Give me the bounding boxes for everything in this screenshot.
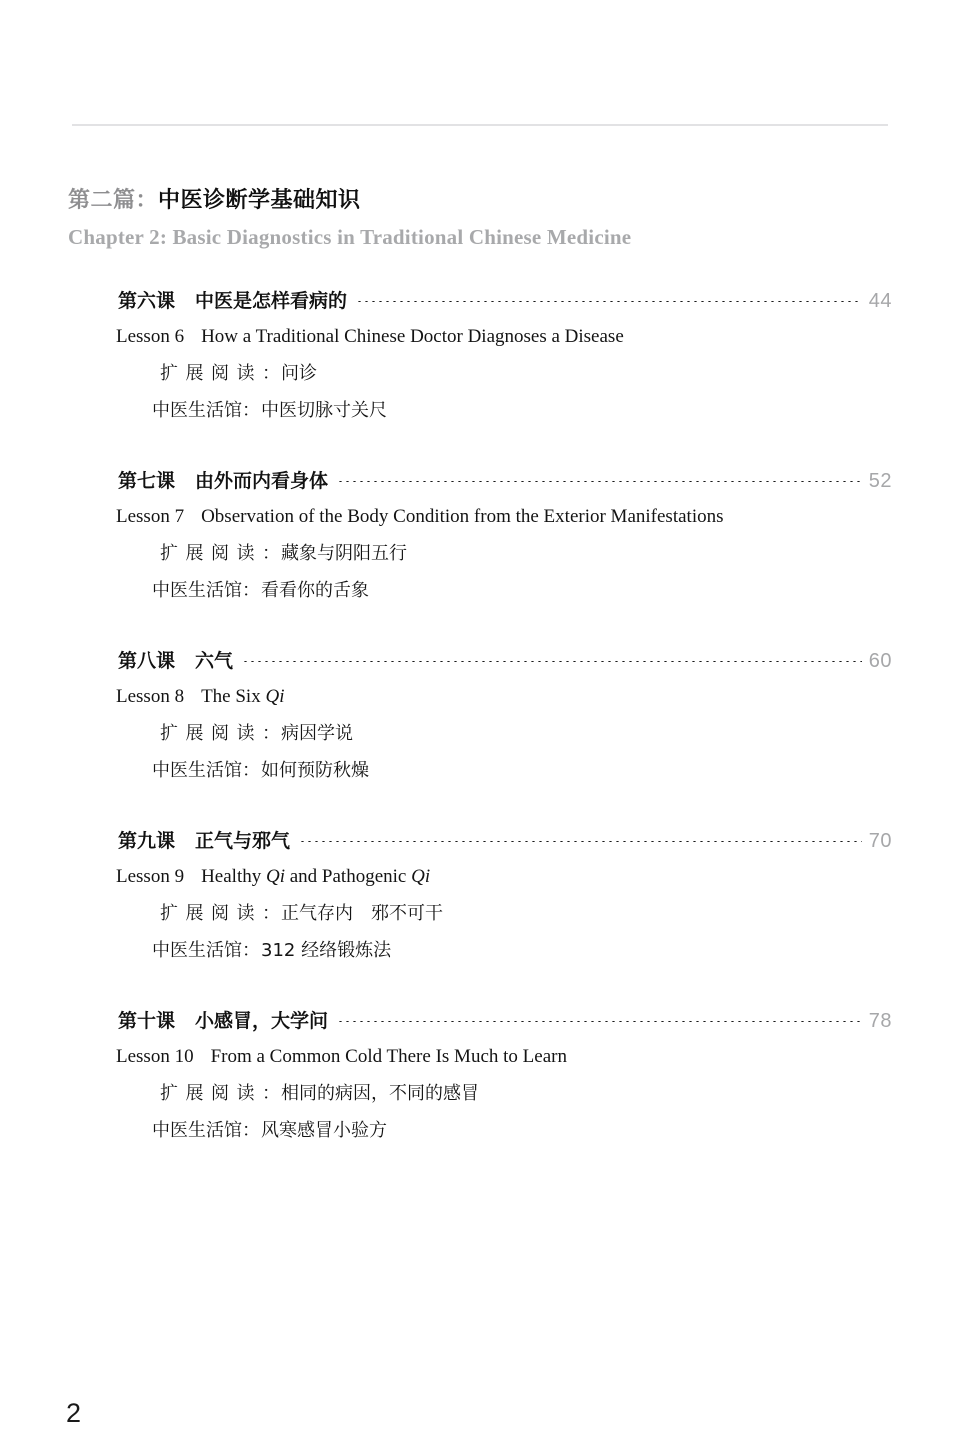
extended-reading-label: 扩展阅读 <box>160 1083 262 1104</box>
extended-reading-label: 扩展阅读 <box>160 543 262 564</box>
extended-reading-row <box>0 539 960 565</box>
tcm-life-row <box>0 756 960 782</box>
tcm-life-label: 中医生活馆 <box>152 580 242 601</box>
lesson-name-english-italic-2: Qi <box>411 866 431 887</box>
lesson-title-row[interactable] <box>0 286 960 318</box>
extended-reading-row <box>0 719 960 745</box>
tcm-life-label: 中医生活馆 <box>152 940 242 961</box>
extended-reading-colon: ： <box>262 363 280 384</box>
tcm-life-row <box>0 936 960 962</box>
lesson-title-english <box>0 1046 960 1068</box>
lesson-number-chinese: 第七课 <box>118 470 176 492</box>
tcm-life-value: 风寒感冒小验方 <box>261 1120 387 1141</box>
lesson-title-row[interactable] <box>0 646 960 678</box>
toc-entry-lesson-9[interactable] <box>0 826 960 962</box>
tcm-life-label: 中医生活馆 <box>152 1120 242 1141</box>
lesson-number-chinese: 第八课 <box>118 650 176 672</box>
lesson-page-number: 60 <box>868 650 892 672</box>
tcm-life-row <box>0 576 960 602</box>
toc-entry-lesson-6[interactable] <box>0 286 960 422</box>
chapter-part-label: 第二篇： <box>68 188 159 213</box>
lesson-title-chinese: 中医是怎样看病的 <box>195 290 348 312</box>
lesson-page-number: 52 <box>868 470 892 492</box>
toc-entry-lesson-7[interactable] <box>0 466 960 602</box>
toc-entry-lesson-10[interactable] <box>0 1006 960 1142</box>
extended-reading-colon: ： <box>262 1083 280 1104</box>
lesson-page-number: 44 <box>868 290 892 312</box>
lesson-name-english: Observation of the Body Condition from the Exterior Manifestations <box>201 506 724 527</box>
header-rule <box>72 124 888 126</box>
lesson-page-number: 78 <box>868 1010 892 1032</box>
tcm-life-label: 中医生活馆 <box>152 400 242 421</box>
chapter-title-english: Chapter 2: Basic Diagnostics in Traditional Chinese Medicine <box>68 225 632 249</box>
lesson-title-english <box>0 686 960 708</box>
dot-leader <box>242 661 862 662</box>
extended-reading-value: 正气存内 邪不可干 <box>281 903 443 924</box>
extended-reading-label: 扩展阅读 <box>160 903 262 924</box>
lesson-number-chinese: 第十课 <box>118 1010 176 1032</box>
extended-reading-value: 问诊 <box>281 363 317 384</box>
lesson-label-english: Lesson 7 <box>116 506 185 527</box>
lesson-page-number: 70 <box>868 830 892 852</box>
toc-entry-lesson-8[interactable] <box>0 646 960 782</box>
lesson-title-chinese: 小感冒，大学问 <box>195 1010 329 1032</box>
chapter-heading <box>68 186 898 252</box>
dot-leader <box>337 481 862 482</box>
tcm-life-value: 看看你的舌象 <box>261 580 369 601</box>
lesson-label-english: Lesson 8 <box>116 686 185 707</box>
tcm-life-label: 中医生活馆 <box>152 760 242 781</box>
extended-reading-value: 藏象与阴阳五行 <box>281 543 407 564</box>
extended-reading-label: 扩展阅读 <box>160 363 262 384</box>
lesson-name-english-italic: Qi <box>265 686 285 707</box>
extended-reading-row <box>0 359 960 385</box>
lesson-name-english-pre: The Six <box>201 686 266 707</box>
lesson-label-english: Lesson 6 <box>116 326 185 347</box>
extended-reading-colon: ： <box>262 723 280 744</box>
lesson-label-english: Lesson 10 <box>116 1046 194 1067</box>
dot-leader <box>356 301 862 302</box>
tcm-life-row <box>0 396 960 422</box>
lesson-title-chinese: 正气与邪气 <box>195 830 291 852</box>
chapter-part-title: 中医诊断学基础知识 <box>158 188 361 213</box>
dot-leader <box>299 841 862 842</box>
page-folio-number: 2 <box>66 1398 82 1428</box>
extended-reading-row <box>0 1079 960 1105</box>
lesson-title-row[interactable] <box>0 826 960 858</box>
dot-leader <box>337 1021 862 1022</box>
lesson-title-row[interactable] <box>0 1006 960 1038</box>
tcm-life-colon: ： <box>242 1120 260 1141</box>
tcm-life-colon: ： <box>242 400 260 421</box>
tcm-life-value: 如何预防秋燥 <box>261 760 369 781</box>
lesson-title-chinese: 由外而内看身体 <box>195 470 329 492</box>
tcm-life-colon: ： <box>242 760 260 781</box>
tcm-life-colon: ： <box>242 940 260 961</box>
lesson-number-chinese: 第九课 <box>118 830 176 852</box>
extended-reading-value: 相同的病因，不同的感冒 <box>281 1083 479 1104</box>
lesson-name-english-mid: and Pathogenic <box>284 866 412 887</box>
lesson-title-english <box>0 866 960 888</box>
extended-reading-row <box>0 899 960 925</box>
lesson-name-english: From a Common Cold There Is Much to Learn <box>210 1046 567 1067</box>
tcm-life-value: 312 经络锻炼法 <box>261 940 392 961</box>
lesson-label-english: Lesson 9 <box>116 866 185 887</box>
lesson-title-row[interactable] <box>0 466 960 498</box>
tcm-life-row <box>0 1116 960 1142</box>
tcm-life-colon: ： <box>242 580 260 601</box>
tcm-life-value: 中医切脉寸关尺 <box>261 400 387 421</box>
lesson-name-english-italic: Qi <box>265 866 285 887</box>
extended-reading-value: 病因学说 <box>281 723 353 744</box>
lesson-title-chinese: 六气 <box>195 650 234 672</box>
extended-reading-colon: ： <box>262 903 280 924</box>
lesson-title-english <box>0 506 960 528</box>
lesson-name-english-pre: Healthy <box>201 866 266 887</box>
lesson-number-chinese: 第六课 <box>118 290 176 312</box>
lesson-name-english: How a Traditional Chinese Doctor Diagnoses a Disease <box>201 326 624 347</box>
extended-reading-label: 扩展阅读 <box>160 723 262 744</box>
table-of-contents <box>0 286 960 1142</box>
extended-reading-colon: ： <box>262 543 280 564</box>
lesson-title-english <box>0 326 960 348</box>
chapter-title-chinese <box>68 186 898 216</box>
